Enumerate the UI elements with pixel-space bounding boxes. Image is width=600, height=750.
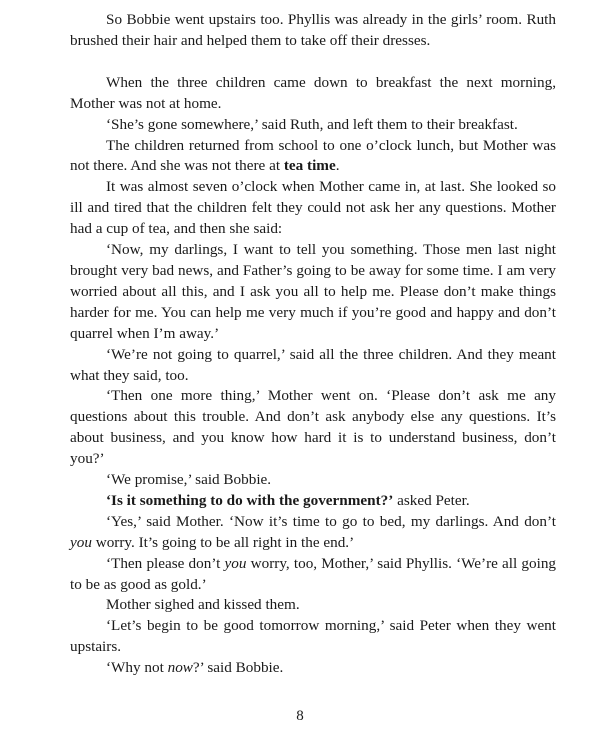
paragraph: ‘We’re not going to quarrel,’ said all the three children. And they meant what they said, too.: [70, 345, 556, 384]
paragraph: ‘Yes,’ said Mother. ‘Now it’s time to go to bed, my darlings. And don’t you worry. It’s going to be all right in the end.’: [70, 512, 556, 551]
paragraph: It was almost seven o’clock when Mother came in, at last. She looked so ill and tired that the children felt they could not ask her any questions. Mother had a cup of tea, and then she said:: [70, 178, 556, 238]
paragraph: The children returned from school to one o’clock lunch, but Mother was not there. And she was not there at tea time.: [70, 136, 556, 175]
paragraph: ‘Then please don’t you worry, too, Mother,’ said Phyllis. ‘We’re all going to be as good as gold.’: [70, 554, 557, 593]
italic-word: you: [70, 533, 92, 551]
paragraph: ‘She’s gone somewhere,’ said Ruth, and left them to their breakfast.: [106, 115, 518, 133]
paragraph: So Bobbie went upstairs too. Phyllis was already in the girls’ room. Ruth brushed their hair and helped them to take off their dresses.: [70, 11, 556, 49]
page-body: [70, 10, 556, 679]
bold-phrase: tea time: [283, 157, 336, 175]
page-number: 8: [296, 708, 304, 724]
paragraph: ‘Now, my darlings, I want to tell you something. Those men last night brought very bad news, and Father’s going to be away for some time. I am very worried about all this, and I ask you all to help me. Please don’t make things harder for me. You can help me very much if you’re good and happy and don’t quarrel when I’m away.’: [70, 241, 556, 342]
italic-word: now: [167, 659, 193, 677]
paragraph: ‘Let’s begin to be good tomorrow morning,’ said Peter when they went upstairs.: [70, 617, 556, 656]
italic-word: you: [224, 554, 247, 572]
paragraph: ‘We promise,’ said Bobbie.: [106, 471, 272, 489]
paragraph: ‘Is it something to do with the government?’ asked Peter.: [106, 491, 470, 509]
paragraph: ‘Then one more thing,’ Mother went on. ‘Please don’t ask me any questions about this trouble. And don’t ask anybody else any questions. It’s about business, and you know how hard it is to understand business, don’t you?’: [70, 387, 556, 468]
paragraph: ‘Why not now?’ said Bobbie.: [106, 659, 284, 677]
paragraph: Mother sighed and kissed them.: [106, 596, 300, 614]
bold-phrase: ‘Is it something to do with the government?’: [106, 491, 394, 509]
paragraph: When the three children came down to breakfast the next morning, Mother was not at home.: [70, 73, 556, 112]
